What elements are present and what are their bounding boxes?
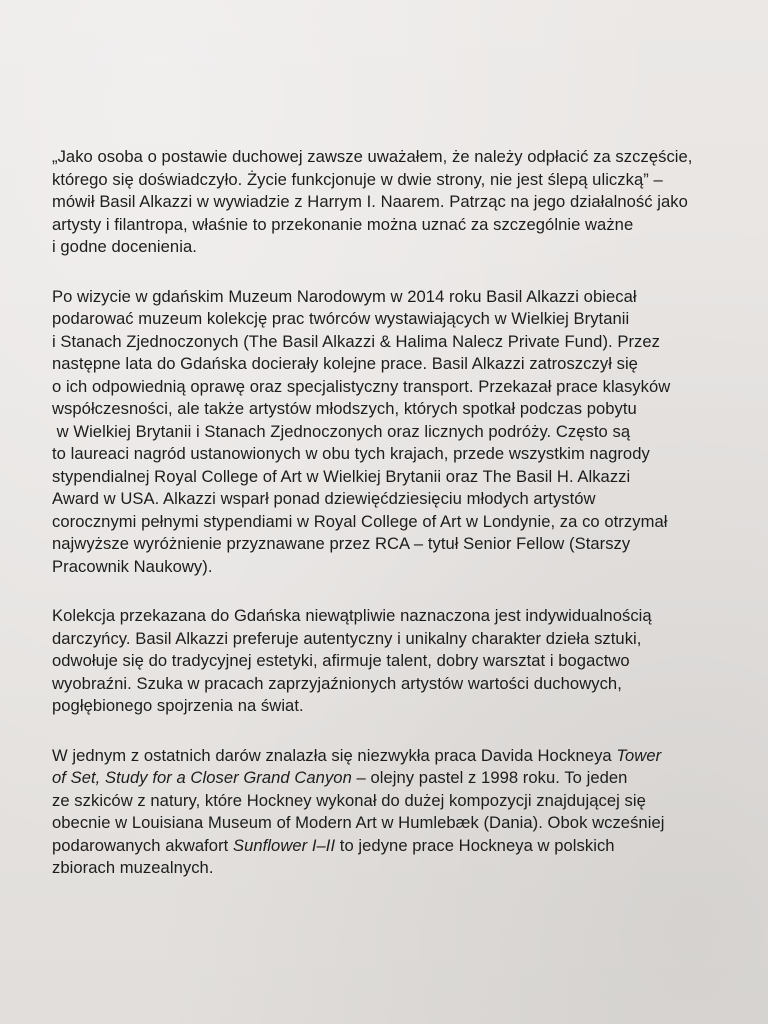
text-line	[52, 421, 752, 444]
text-segment: i Stanach Zjednoczonych (The Basil Alkazzi & Halima Nalecz Private Fund). Przez	[52, 331, 661, 351]
text-segment: to laureaci nagród ustanowionych w obu tych krajach, przede wszystkim nagrody	[52, 444, 650, 463]
text-segment: podarowanych akwafort	[52, 835, 233, 855]
text-line	[52, 790, 752, 813]
text-line	[52, 857, 752, 880]
text-segment: Award w USA. Alkazzi wsparł ponad dziewięćdziesięciu młodych artystów	[52, 489, 596, 508]
artwork-title: Tower	[616, 745, 662, 765]
text-segment: i godne docenienia.	[52, 237, 197, 256]
text-segment: Kolekcja przekazana do Gdańska niewątpliwie naznaczona jest indywidualnością	[52, 606, 652, 625]
text-line	[52, 443, 752, 466]
text-line	[52, 835, 752, 858]
exhibition-text	[52, 146, 752, 880]
text-line	[52, 673, 752, 696]
text-line	[52, 308, 752, 331]
text-line	[52, 214, 752, 237]
text-line	[52, 533, 752, 556]
text-line	[52, 650, 752, 673]
paragraph-4	[52, 745, 752, 880]
text-line	[52, 695, 752, 718]
text-line	[52, 286, 752, 309]
text-line	[52, 353, 752, 376]
text-line	[52, 511, 752, 534]
text-line	[52, 331, 752, 354]
text-segment: najwyższe wyróżnienie przyznawane przez RCA – tytuł Senior Fellow (Starszy	[52, 534, 631, 553]
text-segment: – olejny pastel z 1998 roku. To jeden	[351, 768, 628, 787]
text-segment: odwołuje się do tradycyjnej estetyki, afirmuje talent, dobry warsztat i bogactwo	[52, 651, 630, 670]
text-segment: ze szkiców z natury, które Hockney wykonał do dużej kompozycji znajdującej się	[52, 790, 646, 810]
text-segment: Po wizycie w gdańskim Muzeum Narodowym w 2014 roku Basil Alkazzi obiecał	[52, 286, 637, 306]
artwork-title: Sunflower I–II	[232, 835, 336, 855]
text-line	[52, 466, 752, 489]
text-segment: którego się doświadczyło. Życie funkcjonuje w dwie strony, nie jest ślepą uliczką” –	[52, 169, 663, 189]
text-segment: pogłębionego spojrzenia na świat.	[52, 696, 304, 715]
text-segment: Pracownik Naukowy).	[52, 556, 213, 576]
paragraph-3	[52, 605, 752, 718]
text-line	[52, 745, 752, 768]
paragraph-2	[52, 286, 752, 579]
text-line	[52, 191, 752, 214]
text-segment: stypendialnej Royal College of Art w Wielkiej Brytanii oraz The Basil H. Alkazzi	[52, 466, 631, 486]
text-segment: darczyńcy. Basil Alkazzi preferuje autentyczny i unikalny charakter dzieła sztuki,	[52, 628, 642, 648]
text-line	[52, 605, 752, 628]
text-line	[52, 812, 752, 835]
text-segment: zbiorach muzealnych.	[52, 858, 214, 877]
text-segment: „Jako osoba o postawie duchowej zawsze uważałem, że należy odpłacić za szczęście,	[52, 147, 693, 166]
text-segment: to jedyne prace Hockneya w polskich	[335, 835, 615, 855]
text-segment: wyobraźni. Szuka w pracach zaprzyjaźnionych artystów wartości duchowych,	[52, 673, 622, 693]
text-segment: następne lata do Gdańska docierały kolejne prace. Basil Alkazzi zatroszczył się	[52, 354, 638, 373]
text-line	[52, 767, 752, 790]
text-line	[52, 398, 752, 421]
text-line	[52, 556, 752, 579]
artwork-title: of Set, Study for a Closer Grand Canyon	[52, 768, 352, 787]
text-segment: obecnie w Louisiana Museum of Modern Art w Humlebæk (Dania). Obok wcześniej	[52, 813, 665, 832]
text-line	[52, 628, 752, 651]
text-segment: w Wielkiej Brytanii i Stanach Zjednoczonych oraz licznych podróży. Często są	[52, 421, 631, 441]
text-segment: mówił Basil Alkazzi w wywiadzie z Harrym I. Naarem. Patrząc na jego działalność jako	[52, 192, 688, 211]
text-line	[52, 376, 752, 399]
text-segment: podarować muzeum kolekcję prac twórców wystawiających w Wielkiej Brytanii	[52, 309, 630, 328]
text-segment: artysty i filantropa, właśnie to przekonanie można uznać za szczególnie ważne	[52, 214, 634, 234]
text-segment: W jednym z ostatnich darów znalazła się niezwykła praca Davida Hockneya	[52, 745, 617, 765]
text-segment: o ich odpowiednią oprawę oraz specjalistyczny transport. Przekazał prace klasyków	[52, 376, 671, 396]
text-line	[52, 146, 752, 169]
text-segment: współczesności, ale także artystów młodszych, których spotkał podczas pobytu	[52, 399, 637, 418]
text-line	[52, 169, 752, 192]
text-line	[52, 488, 752, 511]
text-segment: corocznymi pełnymi stypendiami w Royal College of Art w Londynie, za co otrzymał	[52, 511, 668, 531]
text-line	[52, 236, 752, 259]
paragraph-1	[52, 146, 752, 259]
